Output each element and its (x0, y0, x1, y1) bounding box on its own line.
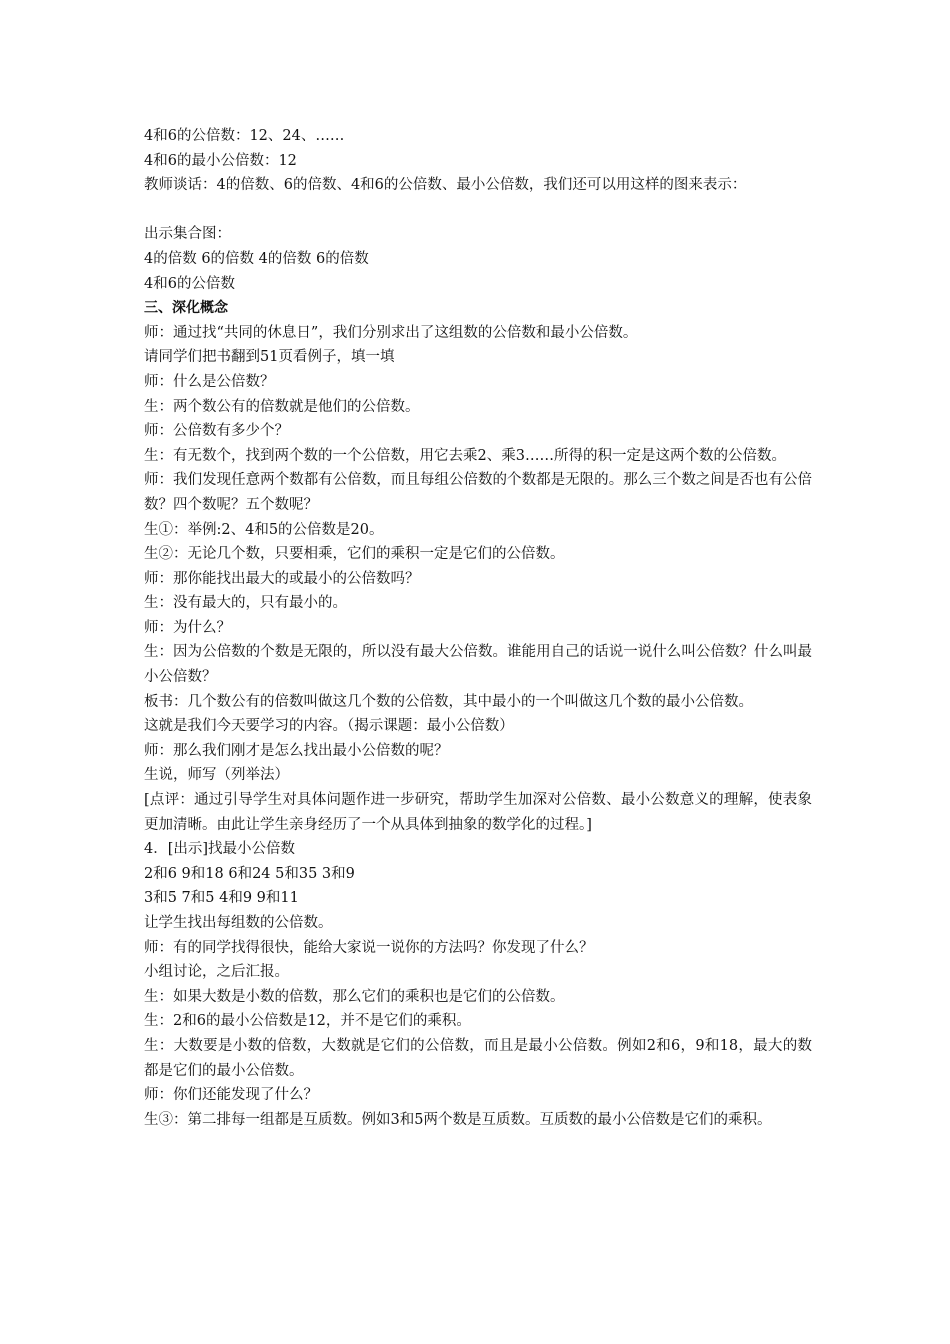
text-paragraph: 4和6的最小公倍数：12 (144, 152, 297, 169)
text-paragraph: 生：两个数公有的倍数就是他们的公倍数。 (144, 398, 420, 415)
text-paragraph: 2和6 9和18 6和24 5和35 3和9 (144, 865, 355, 882)
text-paragraph: 生：没有最大的，只有最小的。 (144, 595, 347, 612)
text-paragraph: 小组讨论，之后汇报。 (144, 964, 289, 981)
text-paragraph: 生②：无论几个数，只要相乘，它们的乘积一定是它们的公倍数。 (144, 546, 565, 563)
text-paragraph: 4和6的公倍数 (144, 275, 235, 292)
text-paragraph: 让学生找出每组数的公倍数。 (144, 915, 333, 931)
text-paragraph: 生：因为公倍数的个数是无限的，所以没有最大公倍数。谁能用自己的话说一说什么叫公倍数？什么叫最小公倍数？ (144, 644, 812, 686)
blank-line (144, 198, 812, 223)
text-paragraph: 这就是我们今天要学习的内容。（揭示课题：最小公倍数） (144, 718, 514, 735)
text-paragraph: 生③：第二排每一组都是互质数。例如3和5两个数是互质数。互质数的最小公倍数是它们的乘积。 (144, 1111, 772, 1128)
text-paragraph: 师：通过找“共同的休息日”，我们分别求出了这组数的公倍数和最小公倍数。 (144, 324, 638, 341)
text-paragraph: 生：2和6的最小公倍数是12，并不是它们的乘积。 (144, 1013, 471, 1030)
text-paragraph: 师：我们发现任意两个数都有公倍数，而且每组公倍数的个数都是无限的。那么三个数之间是否也有公倍数？四个数呢？五个数呢？ (144, 472, 812, 513)
text-paragraph: 4．[出示]找最小公倍数 (144, 841, 296, 858)
text-paragraph: 师：有的同学找得很快，能给大家说一说你的方法吗？你发现了什么？ (144, 939, 594, 956)
document-body (144, 124, 812, 1132)
text-paragraph: 出示集合图： (144, 226, 231, 243)
text-paragraph: 4和6的公倍数：12、24、…… (144, 128, 345, 144)
text-paragraph: 生说，师写（列举法） (144, 767, 289, 784)
text-paragraph: 教师谈话：4的倍数、6的倍数、4和6的公倍数、最小公倍数，我们还可以用这样的图来表示： (144, 177, 747, 194)
text-paragraph: 生①：举例:2、4和5的公倍数是20。 (144, 521, 384, 538)
text-paragraph: 师：你们还能发现了什么？ (144, 1087, 318, 1104)
text-paragraph: 生：大数要是小数的倍数，大数就是它们的公倍数，而且是最小公倍数。例如2和6，9和18，最大的数都是它们的最小公倍数。 (144, 1037, 812, 1079)
text-paragraph: 3和5 7和5 4和9 9和11 (144, 890, 299, 907)
text-paragraph: 板书：几个数公有的倍数叫做这几个数的公倍数，其中最小的一个叫做这几个数的最小公倍数。 (144, 693, 753, 710)
text-paragraph: 师：那你能找出最大的或最小的公倍数吗？ (144, 570, 420, 587)
text-paragraph: 师：那么我们刚才是怎么找出最小公倍数的呢？ (144, 742, 449, 759)
text-paragraph: 4的倍数 6的倍数 4的倍数 6的倍数 (144, 250, 369, 267)
text-paragraph: 师：为什么？ (144, 619, 231, 636)
text-paragraph: 师：什么是公倍数？ (144, 373, 275, 390)
section-heading: 三、深化概念 (144, 300, 228, 317)
text-paragraph: [点评：通过引导学生对具体问题作进一步研究，帮助学生加深对公倍数、最小公数意义的理解，使表象更加清晰。由此让学生亲身经历了一个从具体到抽象的数学化的过程。] (144, 792, 812, 833)
text-paragraph: 请同学们把书翻到51页看例子，填一填 (144, 349, 395, 366)
text-paragraph: 师：公倍数有多少个？ (144, 423, 289, 440)
text-paragraph: 生：如果大数是小数的倍数，那么它们的乘积也是它们的公倍数。 (144, 988, 565, 1005)
text-paragraph: 生：有无数个，找到两个数的一个公倍数，用它去乘2、乘3……所得的积一定是这两个数的公倍数。 (144, 447, 786, 464)
